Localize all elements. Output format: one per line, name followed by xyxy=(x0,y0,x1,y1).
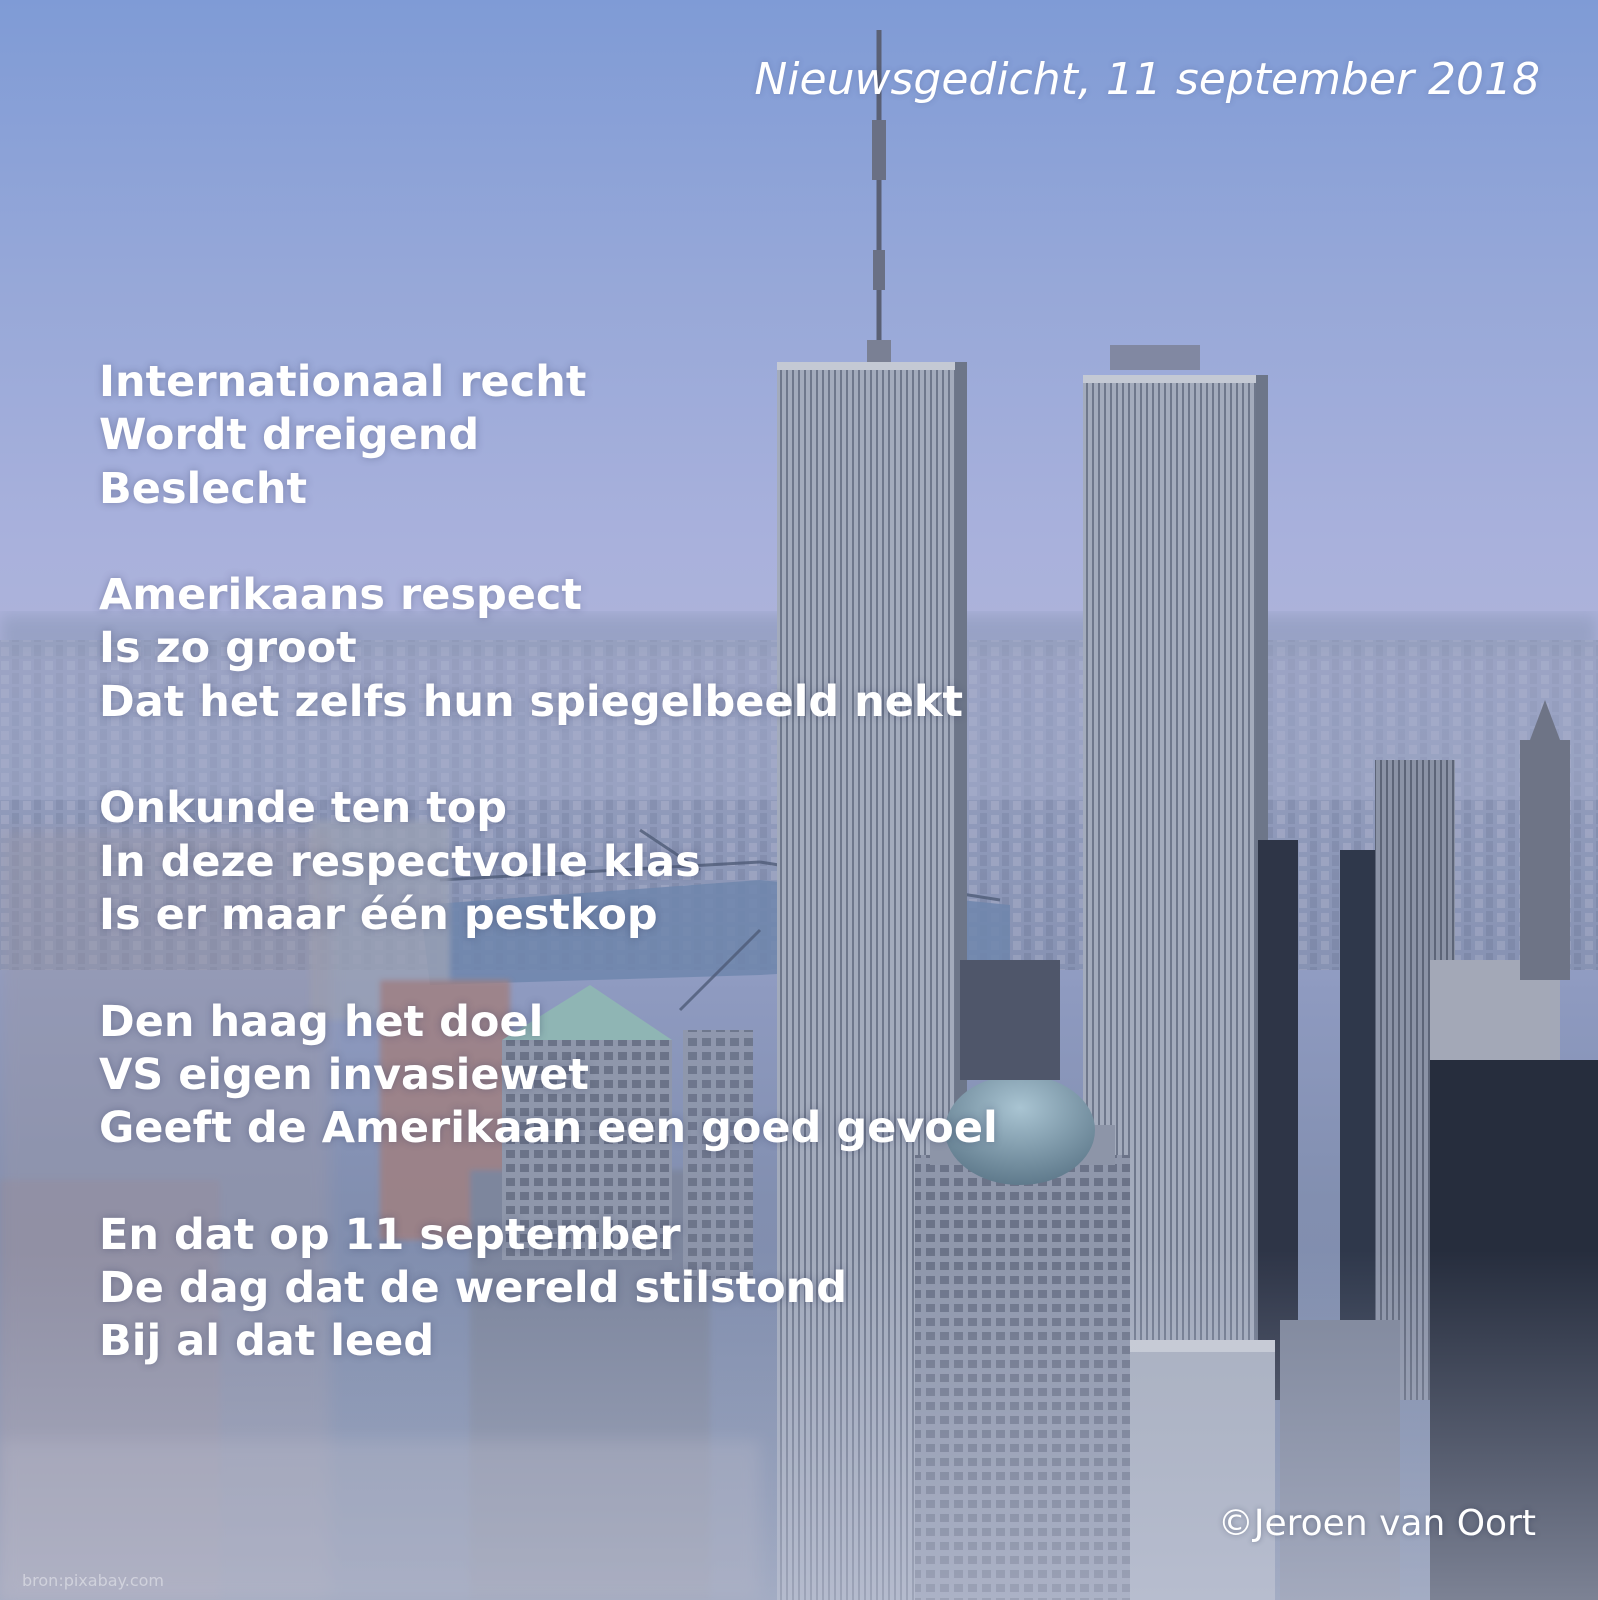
stanza-2 xyxy=(99,569,998,729)
poem-line: Amerikaans respect xyxy=(99,570,582,621)
poem-body xyxy=(99,356,998,1369)
poem-title: Nieuwsgedicht, 11 september 2018 xyxy=(754,54,1540,105)
poem-line: Den haag het doel xyxy=(99,996,544,1047)
poem-line: Geeft de Amerikaan een goed gevoel xyxy=(99,1103,998,1154)
poem-line: De dag dat de wereld stilstond xyxy=(99,1263,848,1314)
image-source-credit: bron:pixabay.com xyxy=(22,1571,164,1590)
poem-line: VS eigen invasiewet xyxy=(99,1049,589,1100)
stanza-5 xyxy=(99,1209,998,1369)
poem-line: En dat op 11 september xyxy=(99,1209,681,1260)
poem-line: Is zo groot xyxy=(99,623,357,674)
copyright-notice: ©Jeroen van Oort xyxy=(1217,1503,1536,1544)
poem-line: Beslecht xyxy=(99,463,308,514)
poem-line: Onkunde ten top xyxy=(99,783,508,834)
stanza-3 xyxy=(99,782,998,942)
poem-line: Dat het zelfs hun spiegelbeeld nekt xyxy=(99,676,964,727)
poem-line: Wordt dreigend xyxy=(99,410,480,461)
poem-line: Internationaal recht xyxy=(99,357,587,407)
poem-line: Bij al dat leed xyxy=(99,1316,435,1367)
stanza-1 xyxy=(99,356,998,516)
poem-line: Is er maar één pestkop xyxy=(99,889,658,940)
stanza-4 xyxy=(99,996,998,1156)
poem-line: In deze respectvolle klas xyxy=(99,836,701,887)
